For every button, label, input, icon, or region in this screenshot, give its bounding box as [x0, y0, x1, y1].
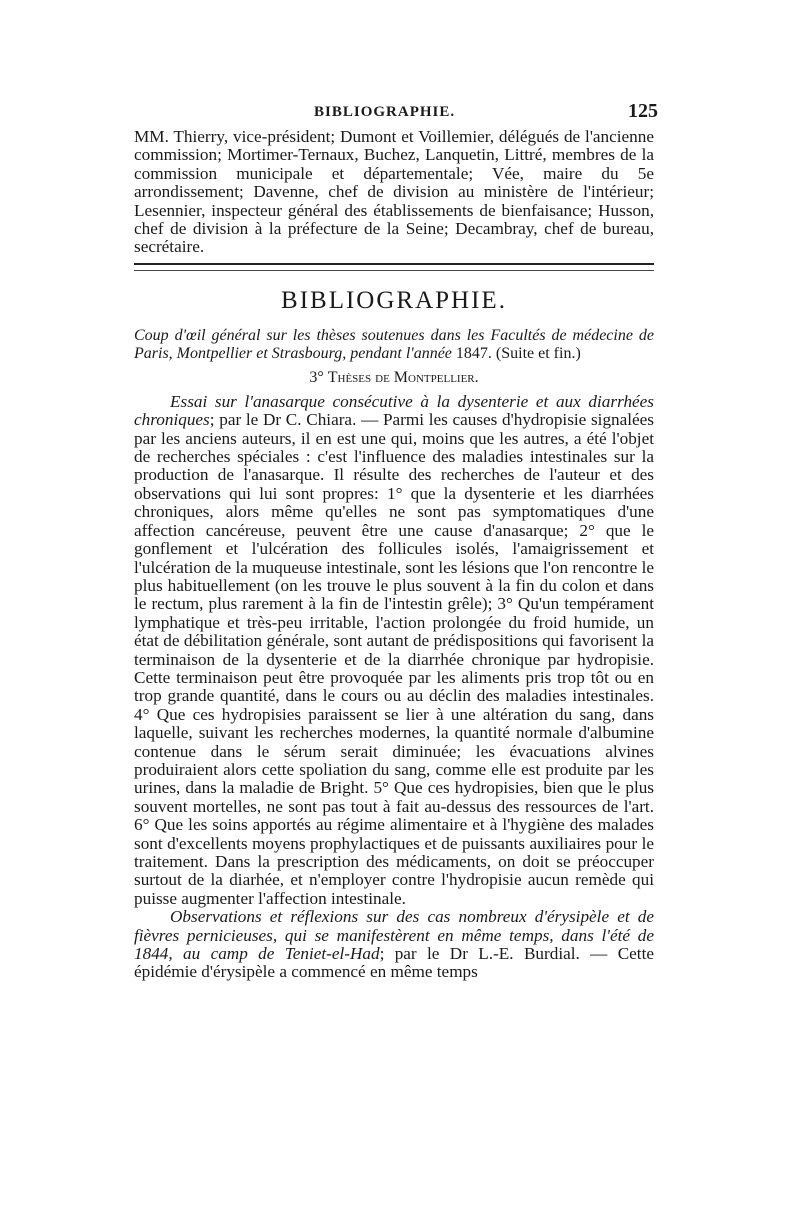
thesis-title: Essai sur l'anasarque consécutive à la dysenterie et aux diarrhées chroniques [134, 391, 654, 430]
article-heading-note: (Suite et fin.) [491, 344, 581, 362]
thesis-entry [134, 393, 654, 908]
article-heading [134, 327, 654, 363]
article-heading-title: Coup d'œil général sur les thèses soutenues dans les Facultés de médecine de Paris, Montpellier et Strasbourg, pendant l'année [134, 326, 654, 362]
running-head [134, 100, 658, 128]
section-divider [134, 263, 654, 271]
running-head-title: BIBLIOGRAPHIE. [314, 104, 456, 120]
thesis-entry [134, 908, 654, 982]
thesis-body: — Cette épidémie d'érysipèle a commencé en même temps [134, 944, 654, 982]
thesis-author: ; par le Dr L.-E. Burdial. [379, 944, 580, 964]
subheading [134, 369, 654, 387]
page-number: 125 [628, 100, 658, 122]
intro-paragraph: MM. Thierry, vice-président; Dumont et Voillemier, délégués de l'ancienne commission; Mortimer-Ternaux, Buchez, Lanquetin, Littré, membres de la commission municipale et départementale; Vée, maire du 5e arrondissement; Davenne, chef de division au ministère de l'intérieur; Lesennier, inspecteur général des établissements de bienfaisance; Husson, chef de division à la préfecture de la Seine; Decambray, chef de bureau, secrétaire. [134, 127, 654, 257]
thesis-author: ; par le Dr C. Chiara. [209, 410, 357, 430]
subheading-number: 3° [309, 368, 324, 386]
section-title: BIBLIOGRAPHIE. [281, 286, 507, 314]
thesis-title: Observations et réflexions sur des cas nombreux d'érysipèle et de fièvres pernicieuses, qui se manifestèrent en même temps, dans l'été de 1844, au camp de Teniet-el-Had [134, 907, 654, 964]
article-heading-year: 1847. [451, 344, 492, 362]
document-page [134, 100, 658, 982]
thesis-body: — Parmi les causes d'hydropisie signalées par les anciens auteurs, il en est une qui, moins que les autres, a été l'objet de recherches spéciales : c'est l'influence des maladies intestinales sur la production de l'anasarque. Il résulte des recherches de l'auteur et des observations qui lui sont propres: 1° que la dysenterie et les diarrhées chroniques, alors même qu'elles ne sont pas symptomatiques d'une affection cancéreuse, peuvent être une cause d'anasarque; 2° que le gonflement et l'ulcération des follicules isolés, l'amaigrissement et l'ulcération de la muqueuse intestinale, sont les lésions que l'on rencontre le plus habituellement (on les trouve le plus souvent à la fin du colon et dans le rectum, plus rarement à la fin de l'intestin grêle); 3° Qu'un tempérament lymphatique et très-peu irritable, l'action prolongée du froid humide, un état de débilitation générale, sont autant de prédispositions qui favorisent la terminaison de la dysenterie et de la diarrhée chronique par hydropisie. Cette terminaison peut être provoquée par les aliments pris trop tôt ou en trop grande quantité, dans le cours ou au déclin des maladies intestinales. 4° Que ces hydropisies paraissent se lier à une altération du sang, dans laquelle, suivant les recherches modernes, la quantité normale d'albumine contenue dans le sérum serait diminuée; les évacuations alvines produiraient alors cette spoliation du sang, comme elle est produite par les urines, dans la maladie de Bright. 5° Que ces hydropisies, bien que le plus souvent mortelles, ne sont pas tout à fait au-dessus des ressources de l'art. 6° Que les soins apportés au régime alimentaire et à l'hygiène des malades sont d'excellents moyens prophylactiques et de puissants auxiliaires pour le traitement. Dans la prescription des médicaments, on doit se préoccuper surtout de la diarhée, et n'employer contre l'hydropisie aucun remède qui puisse augmenter l'affection intestinale. [134, 410, 654, 908]
subheading-text: Thèses de Montpellier. [327, 368, 479, 386]
